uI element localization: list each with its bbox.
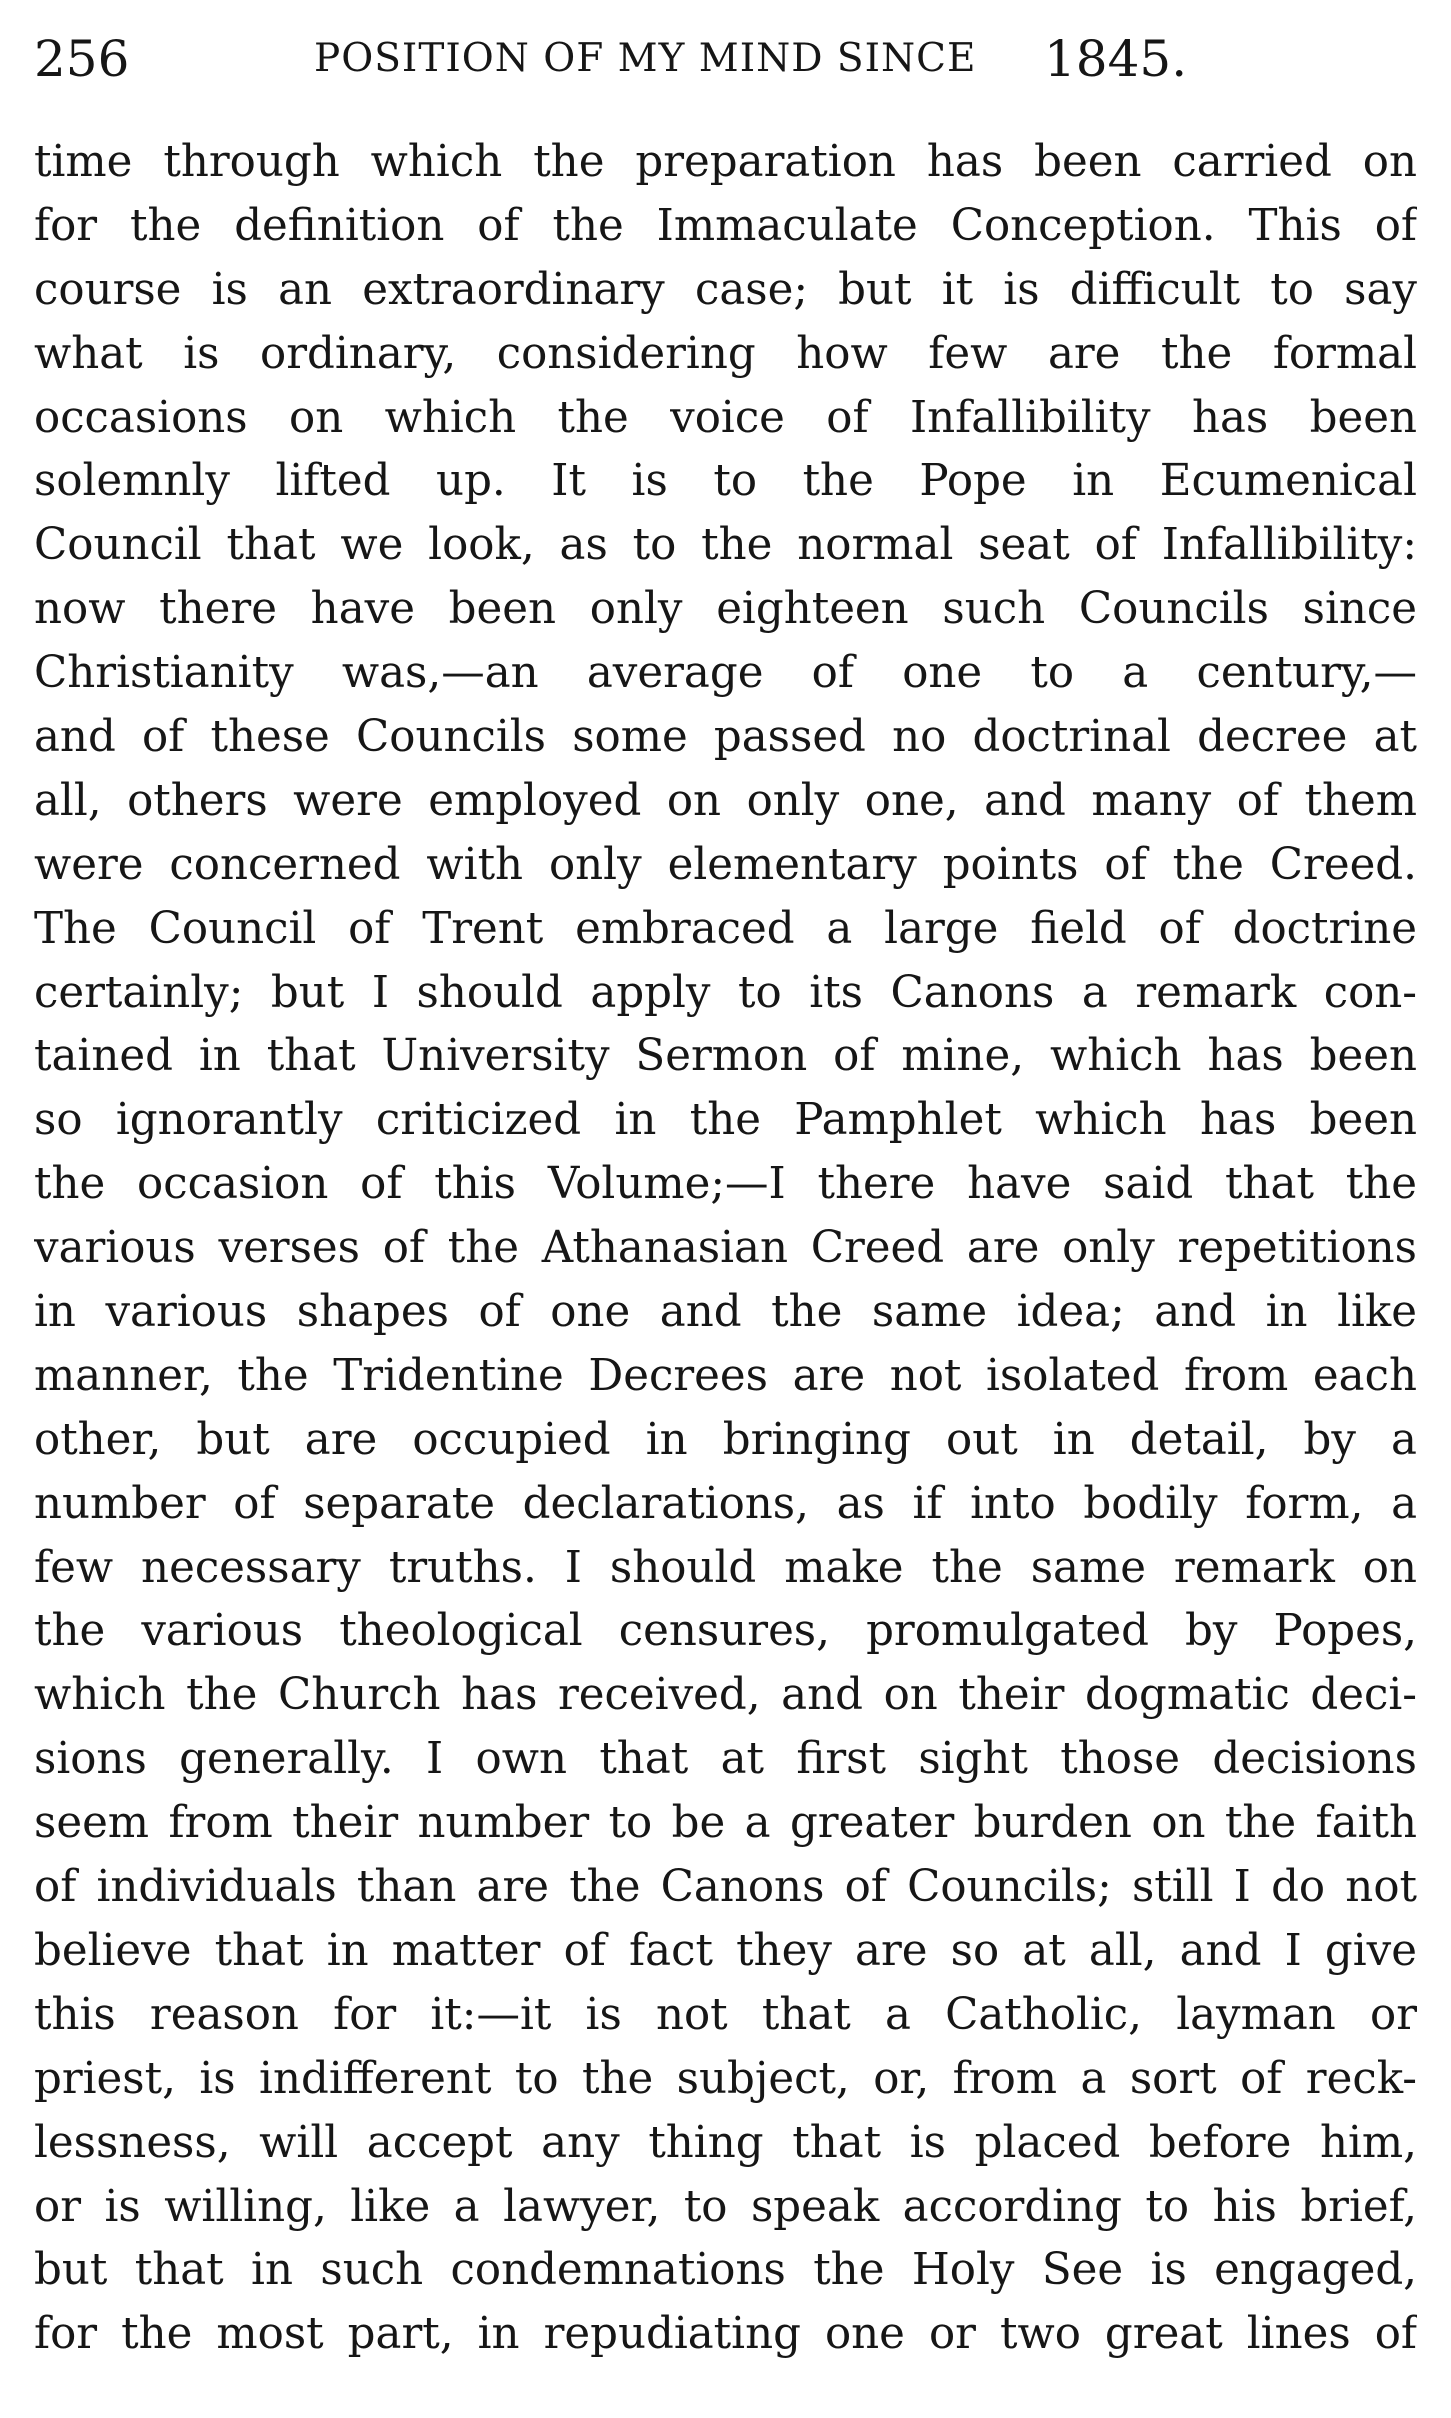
text-line: The Council of Trent embraced a large field of doctrine	[34, 903, 1417, 954]
text-line: now there have been only eighteen such Councils since	[34, 584, 1417, 635]
text-line: in various shapes of one and the same idea; and in like	[34, 1287, 1417, 1338]
text-line: other, but are occupied in bringing out in detail, by a	[34, 1414, 1417, 1465]
text-line: for the definition of the Immaculate Conception. This of	[34, 200, 1417, 251]
text-line: few necessary truths. I should make the same remark on	[34, 1542, 1417, 1593]
text-line: and of these Councils some passed no doctrinal decree at	[34, 712, 1417, 763]
text-line: of individuals than are the Canons of Councils; still I do not	[34, 1862, 1417, 1913]
book-page	[34, 16, 1417, 2406]
text-line: Council that we look, as to the normal seat of Infallibility:	[34, 520, 1417, 571]
text-line: which the Church has received, and on their dogmatic deci-	[34, 1670, 1417, 1721]
text-line: the occasion of this Volume;—I there have said that the	[34, 1159, 1417, 1210]
text-line: lessness, will accept any thing that is placed before him,	[34, 2117, 1417, 2168]
text-line: but that in such condemnations the Holy See is engaged,	[34, 2245, 1417, 2296]
text-line: solemnly lifted up. It is to the Pope in Ecumenical	[34, 456, 1417, 507]
text-line: seem from their number to be a greater burden on the faith	[34, 1798, 1417, 1849]
text-line: Christianity was,—an average of one to a century,—	[34, 648, 1417, 699]
text-line: occasions on which the voice of Infallibility has been	[34, 392, 1417, 443]
text-line: this reason for it:—it is not that a Catholic, layman or	[34, 1989, 1417, 2040]
text-line: what is ordinary, considering how few are the formal	[34, 328, 1417, 379]
text-line: so ignorantly criticized in the Pamphlet which has been	[34, 1095, 1417, 1146]
text-line: manner, the Tridentine Decrees are not isolated from each	[34, 1350, 1417, 1401]
text-line: were concerned with only elementary points of the Creed.	[34, 839, 1417, 890]
text-line: tained in that University Sermon of mine, which has been	[34, 1031, 1417, 1082]
text-line: certainly; but I should apply to its Canons a remark con-	[34, 967, 1417, 1018]
running-title-year: 1845.	[1044, 30, 1188, 88]
text-line: various verses of the Athanasian Creed are only repetitions	[34, 1223, 1417, 1274]
text-line: course is an extraordinary case; but it is difficult to say	[34, 264, 1417, 315]
body-text	[34, 131, 1417, 2367]
page-number: 256	[34, 30, 130, 88]
running-head	[34, 16, 1417, 102]
text-line: time through which the preparation has been carried on	[34, 137, 1417, 187]
text-line: sions generally. I own that at first sight those decisions	[34, 1734, 1417, 1785]
text-line: or is willing, like a lawyer, to speak according to his brief,	[34, 2181, 1417, 2232]
text-line: the various theological censures, promulgated by Popes,	[34, 1606, 1417, 1657]
text-line: believe that in matter of fact they are so at all, and I give	[34, 1925, 1417, 1976]
running-title: POSITION OF MY MIND SINCE	[314, 36, 977, 81]
text-line: number of separate declarations, as if into bodily form, a	[34, 1478, 1417, 1529]
text-line: all, others were employed on only one, and many of them	[34, 775, 1417, 826]
text-line: for the most part, in repudiating one or two great lines of	[34, 2309, 1417, 2360]
text-line: priest, is indifferent to the subject, or, from a sort of reck-	[34, 2053, 1417, 2104]
